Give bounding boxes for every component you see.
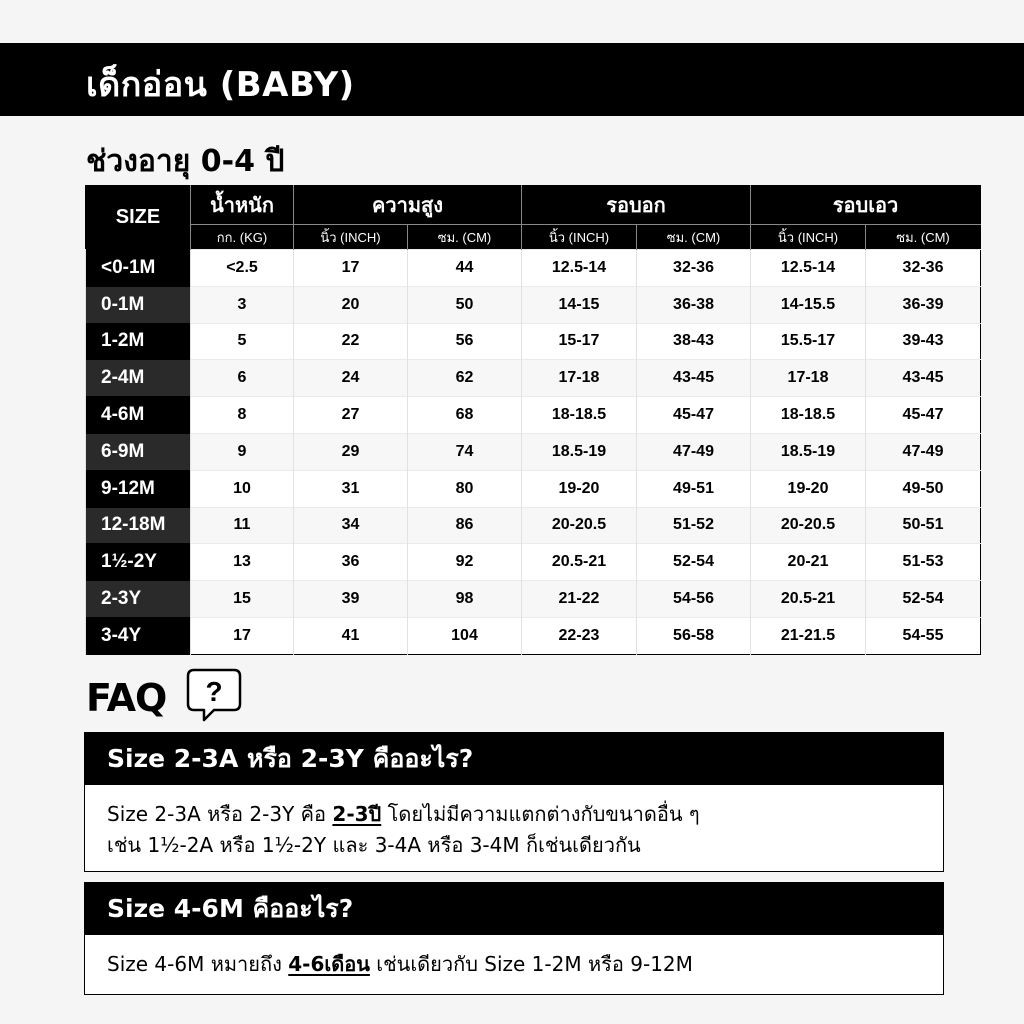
size-label-cell: <0-1M [86,250,191,287]
cell-weight-kg: 17 [191,617,294,654]
table-row [86,581,981,618]
cell-waist-cm: 52-54 [866,581,981,618]
cell-chest-inch: 18.5-19 [522,433,637,470]
cell-chest-cm: 54-56 [637,581,751,618]
cell-height-cm: 92 [408,544,522,581]
height-unit-cm: ซม. (CM) [408,225,522,250]
cell-height-inch: 31 [294,470,408,507]
faq-answer-1-text: Size 2-3A หรือ 2-3Y คือ [107,802,333,826]
chest-unit-inch: นิ้ว (INCH) [522,225,637,250]
faq-item-2 [84,882,944,995]
cell-waist-cm: 36-39 [866,286,981,323]
cell-weight-kg: <2.5 [191,250,294,287]
cell-chest-cm: 43-45 [637,360,751,397]
size-label-cell: 9-12M [86,470,191,507]
cell-waist-inch: 15.5-17 [751,323,866,360]
size-chart-table [85,185,981,655]
table-row [86,360,981,397]
cell-chest-cm: 52-54 [637,544,751,581]
cell-waist-cm: 32-36 [866,250,981,287]
cell-waist-cm: 47-49 [866,433,981,470]
cell-height-cm: 98 [408,581,522,618]
cell-weight-kg: 3 [191,286,294,323]
cell-chest-cm: 56-58 [637,617,751,654]
size-label-cell: 1-2M [86,323,191,360]
table-row [86,250,981,287]
height-unit-inch: นิ้ว (INCH) [294,225,408,250]
cell-waist-inch: 21-21.5 [751,617,866,654]
cell-height-cm: 56 [408,323,522,360]
cell-height-cm: 68 [408,397,522,434]
faq-answer-2 [85,935,943,980]
table-row [86,397,981,434]
faq-answer-1-highlight: 2-3ปี [332,802,382,826]
cell-waist-cm: 45-47 [866,397,981,434]
age-range-heading: ช่วงอายุ 0-4 ปี [86,144,285,179]
waist-header: รอบเอว [751,186,981,225]
cell-chest-cm: 45-47 [637,397,751,434]
cell-waist-inch: 17-18 [751,360,866,397]
table-row [86,286,981,323]
cell-height-cm: 80 [408,470,522,507]
cell-waist-inch: 20.5-21 [751,581,866,618]
faq-question-2: Size 4-6M คืออะไร? [85,883,943,935]
faq-answer-2-line-1 [107,949,921,980]
cell-weight-kg: 13 [191,544,294,581]
cell-height-inch: 29 [294,433,408,470]
cell-waist-inch: 18.5-19 [751,433,866,470]
cell-height-cm: 74 [408,433,522,470]
cell-chest-inch: 20.5-21 [522,544,637,581]
cell-waist-inch: 20-21 [751,544,866,581]
size-label-cell: 6-9M [86,433,191,470]
chest-header: รอบอก [522,186,751,225]
size-label-cell: 1½-2Y [86,544,191,581]
chest-unit-cm: ซม. (CM) [637,225,751,250]
cell-height-cm: 62 [408,360,522,397]
faq-title: FAQ [86,676,167,720]
cell-chest-inch: 14-15 [522,286,637,323]
cell-chest-inch: 17-18 [522,360,637,397]
header-banner [0,43,1024,116]
table-row [86,617,981,654]
size-label-cell: 2-3Y [86,581,191,618]
svg-text:?: ? [205,676,223,707]
cell-chest-inch: 21-22 [522,581,637,618]
size-label-cell: 3-4Y [86,617,191,654]
cell-waist-inch: 19-20 [751,470,866,507]
cell-height-inch: 41 [294,617,408,654]
faq-answer-2-text-end: เช่นเดียวกับ Size 1-2M หรือ 9-12M [369,952,693,976]
cell-chest-inch: 22-23 [522,617,637,654]
cell-chest-inch: 19-20 [522,470,637,507]
cell-weight-kg: 10 [191,470,294,507]
cell-height-inch: 17 [294,250,408,287]
cell-waist-inch: 18-18.5 [751,397,866,434]
faq-item-1 [84,732,944,872]
cell-height-inch: 27 [294,397,408,434]
page-title: เด็กอ่อน (BABY) [86,65,355,105]
weight-header: น้ำหนัก [191,186,294,225]
size-label-cell: 4-6M [86,397,191,434]
waist-unit-inch: นิ้ว (INCH) [751,225,866,250]
cell-waist-cm: 43-45 [866,360,981,397]
cell-chest-inch: 20-20.5 [522,507,637,544]
question-bubble-icon [186,668,242,722]
faq-answer-2-text: Size 4-6M หมายถึง [107,952,289,976]
cell-weight-kg: 6 [191,360,294,397]
weight-unit-kg: กก. (KG) [191,225,294,250]
table-row [86,507,981,544]
cell-height-inch: 39 [294,581,408,618]
faq-answer-1-line-1 [107,799,921,830]
cell-waist-inch: 12.5-14 [751,250,866,287]
cell-height-cm: 50 [408,286,522,323]
cell-chest-cm: 51-52 [637,507,751,544]
cell-chest-cm: 38-43 [637,323,751,360]
table-row [86,544,981,581]
cell-height-inch: 22 [294,323,408,360]
cell-chest-cm: 36-38 [637,286,751,323]
size-label-cell: 2-4M [86,360,191,397]
waist-unit-cm: ซม. (CM) [866,225,981,250]
table-row [86,433,981,470]
cell-weight-kg: 15 [191,581,294,618]
cell-height-cm: 44 [408,250,522,287]
cell-height-inch: 36 [294,544,408,581]
cell-chest-cm: 47-49 [637,433,751,470]
faq-question-1: Size 2-3A หรือ 2-3Y คืออะไร? [85,733,943,785]
cell-height-inch: 24 [294,360,408,397]
size-column-header: SIZE [86,186,191,250]
cell-waist-cm: 49-50 [866,470,981,507]
cell-height-cm: 86 [408,507,522,544]
cell-waist-cm: 50-51 [866,507,981,544]
faq-answer-1 [85,785,943,861]
cell-weight-kg: 11 [191,507,294,544]
cell-height-inch: 20 [294,286,408,323]
cell-chest-cm: 49-51 [637,470,751,507]
faq-answer-1-text-end: โดยไม่มีความแตกต่างกับขนาดอื่น ๆ [381,802,700,826]
size-label-cell: 0-1M [86,286,191,323]
size-label-cell: 12-18M [86,507,191,544]
cell-chest-inch: 18-18.5 [522,397,637,434]
cell-waist-inch: 14-15.5 [751,286,866,323]
table-row [86,470,981,507]
cell-height-cm: 104 [408,617,522,654]
table-row [86,323,981,360]
cell-weight-kg: 8 [191,397,294,434]
cell-chest-cm: 32-36 [637,250,751,287]
cell-height-inch: 34 [294,507,408,544]
cell-chest-inch: 12.5-14 [522,250,637,287]
cell-waist-cm: 54-55 [866,617,981,654]
height-header: ความสูง [294,186,522,225]
cell-weight-kg: 5 [191,323,294,360]
faq-answer-2-highlight: 4-6เดือน [288,952,370,976]
cell-waist-inch: 20-20.5 [751,507,866,544]
cell-chest-inch: 15-17 [522,323,637,360]
cell-waist-cm: 51-53 [866,544,981,581]
cell-weight-kg: 9 [191,433,294,470]
faq-answer-1-line-2: เช่น 1½-2A หรือ 1½-2Y และ 3-4A หรือ 3-4M ก็เช่นเดียวกัน [107,833,641,857]
cell-waist-cm: 39-43 [866,323,981,360]
